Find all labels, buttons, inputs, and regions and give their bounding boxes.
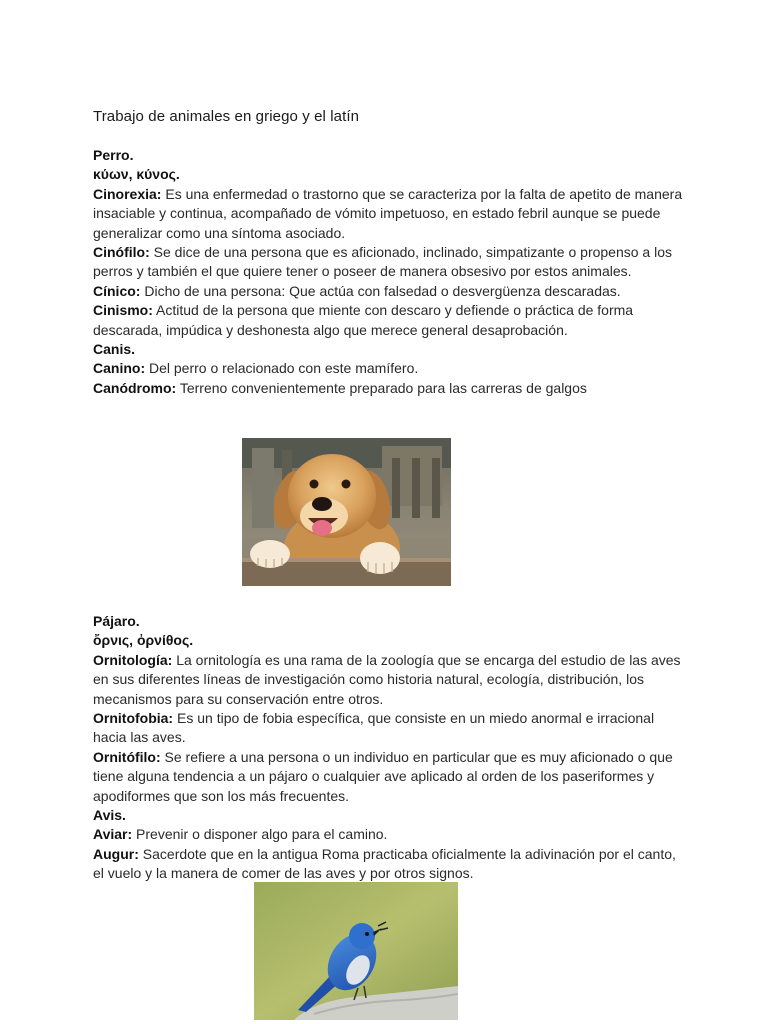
entry-definition: Es una enfermedad o trastorno que se caracteriza por la falta de apetito de manera insaciable y continua, acompañado de vómito impetuoso, en estado febril aunque se puede generalizar como una síntoma asociado. [93, 185, 683, 241]
entry-term: Canino: [93, 360, 146, 377]
entry-term: Ornitofobia: [93, 710, 174, 727]
bluebird-photo [254, 882, 458, 1020]
section-bird [93, 612, 683, 884]
definition-entry [93, 282, 683, 301]
definition-entry [93, 359, 683, 378]
definition-entry [93, 243, 683, 282]
definition-entry [93, 845, 683, 884]
bluebird-photo-icon [254, 882, 458, 1020]
entry-definition: Se dice de una persona que es aficionado, inclinado, simpatizante o propenso a los perros y también el que quiere tener o poseer de manera obsesivo por estos animales. [93, 244, 673, 280]
greek-word-bird: ὄρνις, ὀρνίθος. [93, 632, 194, 649]
greek-word-dog: κύων, κύνος. [93, 166, 180, 183]
dog-photo-icon [242, 438, 451, 586]
definition-entry [93, 709, 683, 748]
entry-term: Cínico: [93, 282, 141, 299]
entry-term: Cinófilo: [93, 244, 150, 261]
definition-entry [93, 825, 683, 844]
entry-term: Aviar: [93, 826, 133, 843]
entry-definition: Del perro o relacionado con este mamífero. [145, 360, 419, 377]
entry-definition: Sacerdote que en la antigua Roma practicaba oficialmente la adivinación por el canto, el vuelo y la manera de comer de las aves y por otros signos. [93, 845, 676, 882]
section-heading-dog: Perro. [93, 147, 134, 163]
latin-word-bird: Avis. [93, 807, 126, 824]
definition-entry [93, 301, 683, 340]
entry-definition: La ornitología es una rama de la zoología que se encarga del estudio de las aves en sus diferentes líneas de investigación como historia natural, ecología, distribución, los mecanismos para su conservación entre otros. [93, 651, 681, 707]
entry-term: Augur: [93, 845, 139, 862]
entry-term: Ornitología: [93, 651, 173, 668]
entry-term: Ornitófilo: [93, 748, 161, 765]
entry-definition: Prevenir o disponer algo para el camino. [132, 826, 388, 843]
definition-entry [93, 185, 683, 243]
entry-definition: Se refiere a una persona o un individuo en particular que es muy aficionado o que tiene alguna tendencia a un pájaro o cualquier ave aplicado al orden de los paseriformes y apodiformes que son los más frecuentes. [93, 748, 673, 804]
entry-definition: Dicho de una persona: Que actúa con falsedad o desvergüenza descaradas. [140, 282, 621, 299]
dog-photo [242, 438, 451, 586]
entry-definition: Es un tipo de fobia específica, que consiste en un miedo anormal e irracional hacia las aves. [93, 710, 655, 746]
document-page [93, 108, 683, 398]
section-dog [93, 146, 683, 398]
entry-definition: Actitud de la persona que miente con descaro y defiende o práctica de forma descarada, impúdica y deshonesta algo que merece general desaprobación. [93, 302, 634, 338]
definition-entry [93, 748, 683, 806]
section-heading-bird: Pájaro. [93, 613, 140, 629]
page-title: Trabajo de animales en griego y el latín [93, 108, 360, 125]
definition-entry [93, 379, 683, 398]
entry-term: Canódromo: [93, 379, 177, 396]
entry-term: Cinismo: [93, 302, 153, 319]
definition-entry [93, 651, 683, 709]
entry-term: Cinorexia: [93, 185, 162, 202]
latin-word-dog: Canis. [93, 341, 136, 358]
entry-definition: Terreno convenientemente preparado para las carreras de galgos [176, 379, 587, 396]
